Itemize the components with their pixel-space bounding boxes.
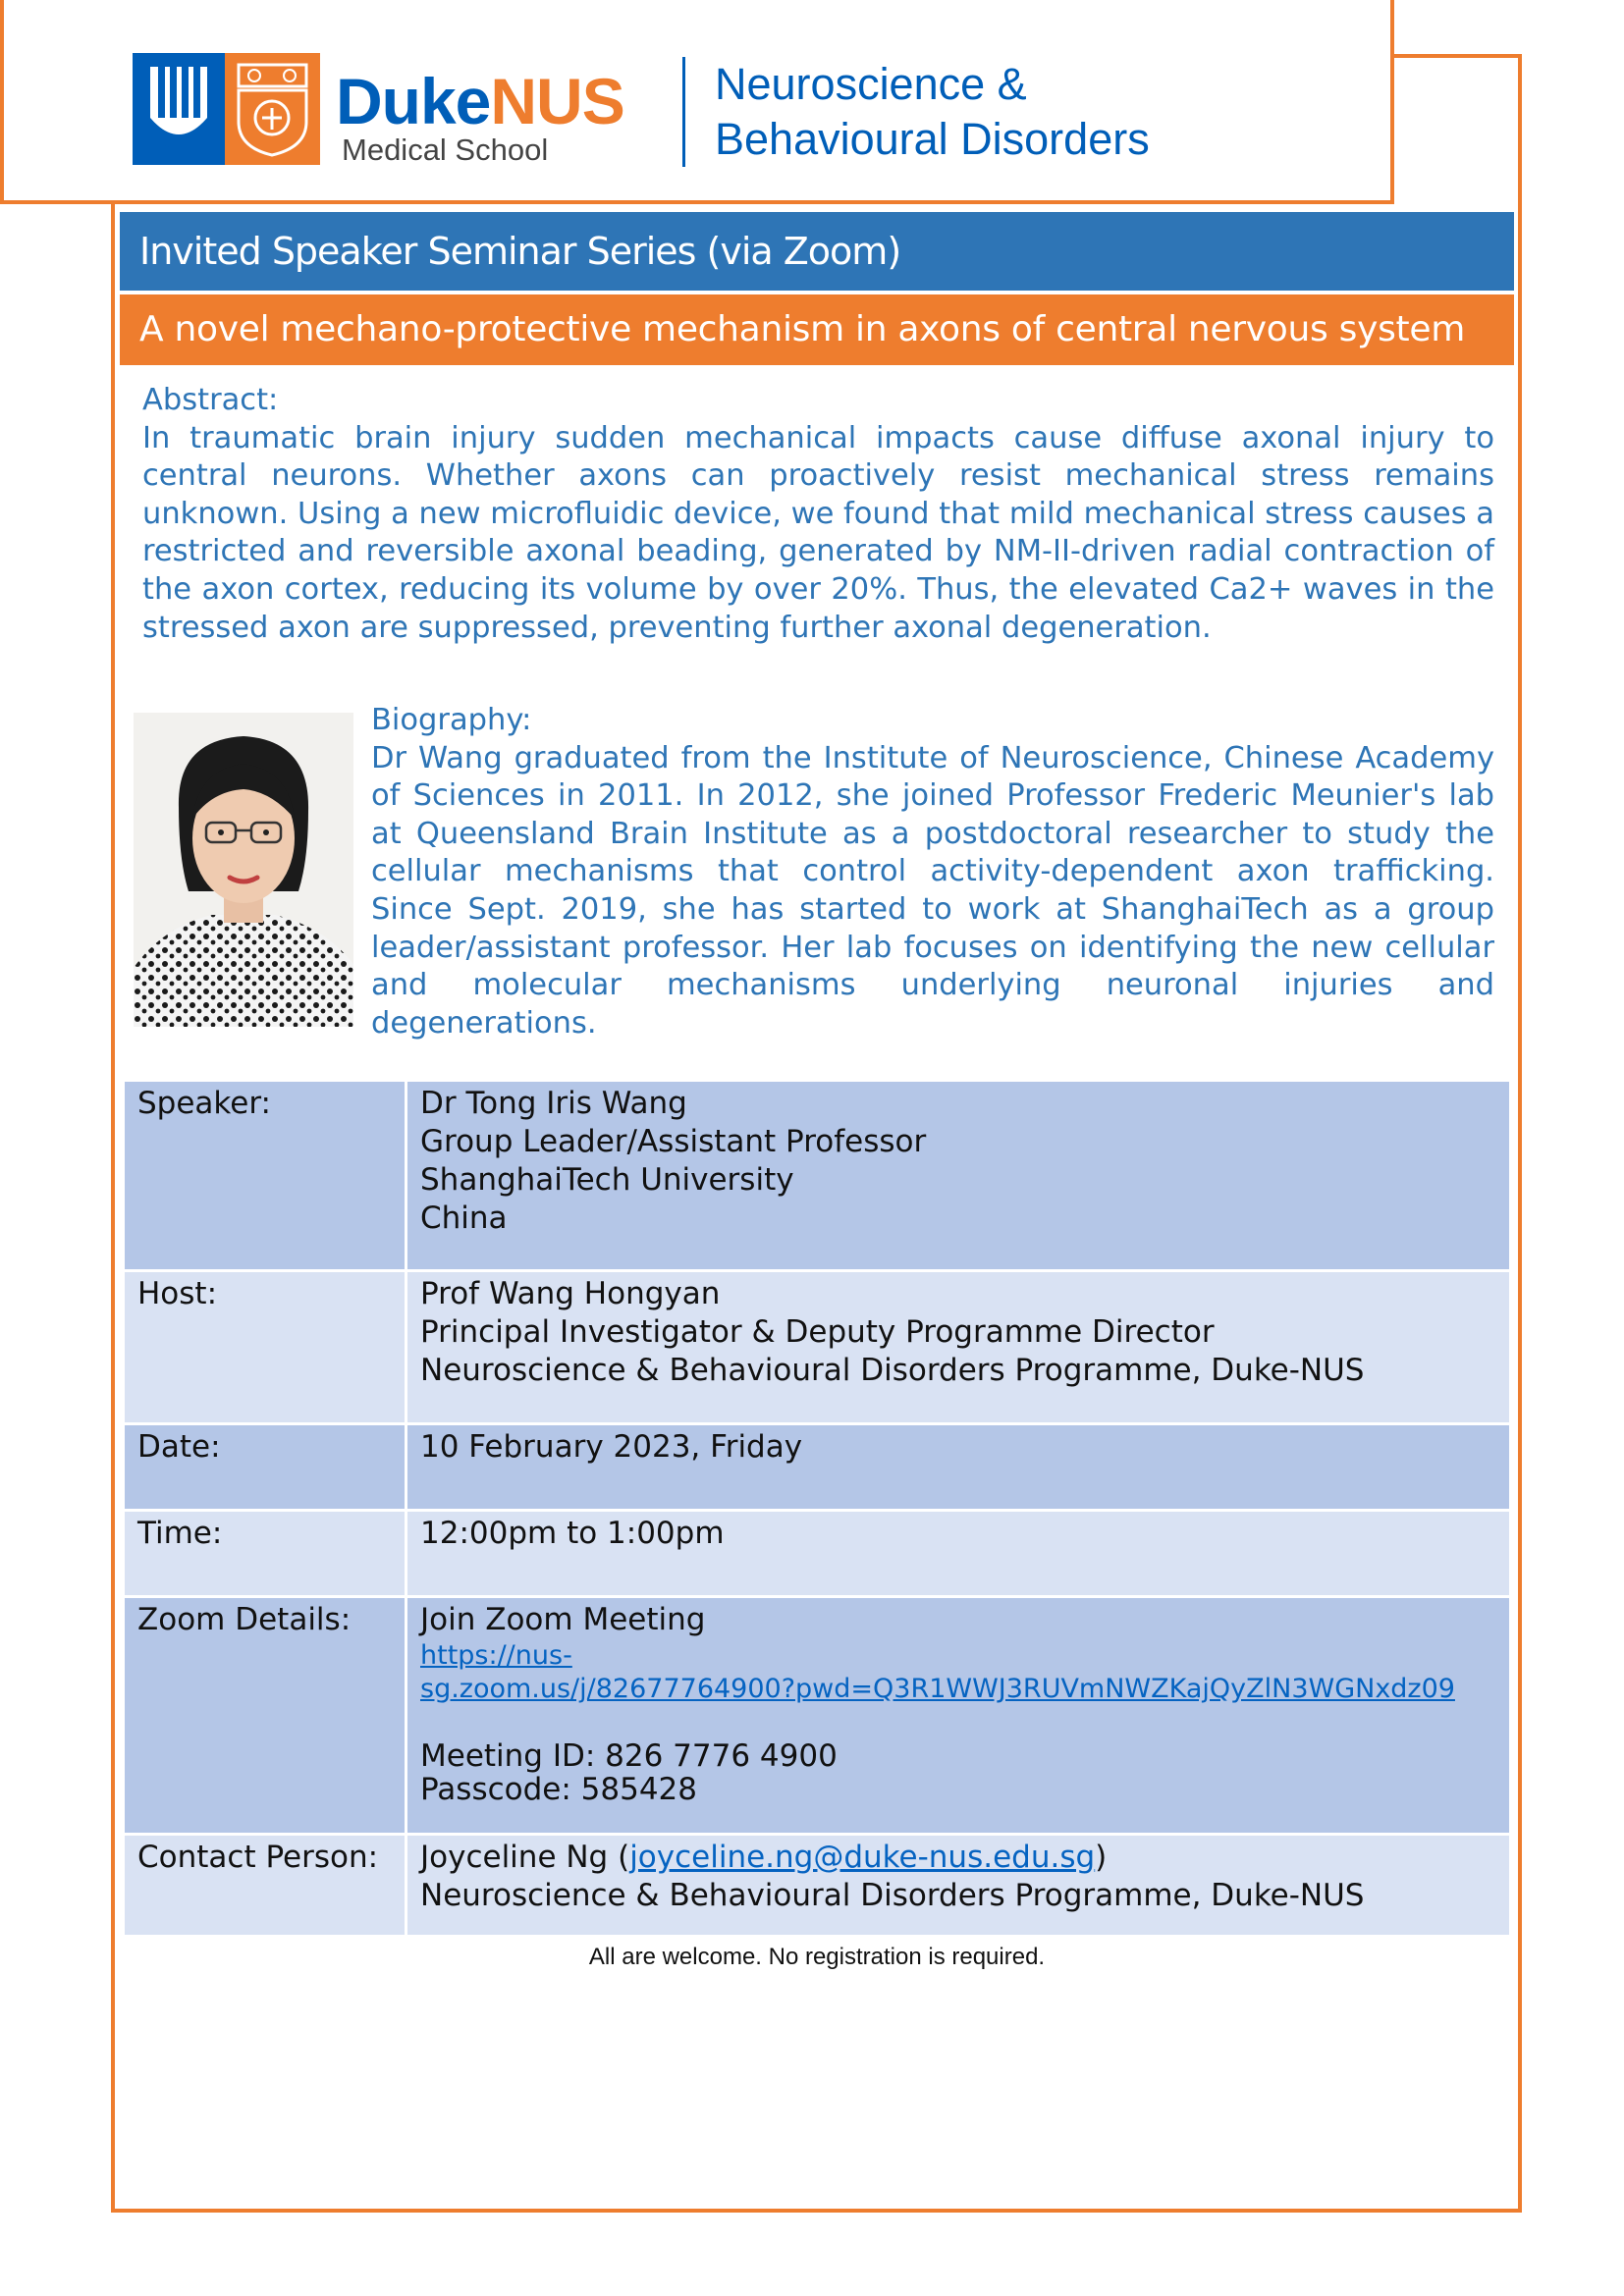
date-row (124, 1424, 1511, 1511)
time-row (124, 1511, 1511, 1597)
host-position: Principal Investigator & Deputy Programme Director (420, 1314, 1215, 1350)
host-name: Prof Wang Hongyan (420, 1276, 721, 1311)
contact-programme: Neuroscience & Behavioural Disorders Programme, Duke-NUS (420, 1878, 1365, 1913)
zoom-value (406, 1597, 1511, 1835)
header (0, 0, 1394, 204)
series-title: Invited Speaker Seminar Series (via Zoom) (120, 212, 1514, 291)
biography-section (371, 702, 1494, 1042)
zoom-join-text: Join Zoom Meeting (420, 1602, 706, 1637)
zoom-row (124, 1597, 1511, 1835)
abstract-section (142, 382, 1494, 647)
zoom-link-line-1[interactable]: https://nus- (420, 1640, 572, 1671)
contact-name: Joyceline Ng ( (420, 1840, 630, 1875)
biography-text: Dr Wang graduated from the Institute of Neuroscience, Chinese Academy of Sciences in 2011. In 2012, she joined Professor Frederic Meunier's lab at Queensland Brain Institute as a postdoctoral researcher to study the cellular mechanisms that control activity-dependent axon trafficking. Since Sept. 2019, she has started to work at ShanghaiTech as a group leader/assistant professor. Her lab focuses on identifying the new cellular and molecular mechanisms underlying neuronal injuries and degenerations. (371, 740, 1494, 1041)
contact-row (124, 1835, 1511, 1937)
host-label: Host: (124, 1271, 406, 1424)
zoom-passcode: Passcode: 585428 (420, 1772, 697, 1807)
header-divider (682, 57, 685, 167)
department-name (715, 57, 1150, 167)
zoom-meeting-id: Meeting ID: 826 7776 4900 (420, 1738, 838, 1774)
abstract-text: In traumatic brain injury sudden mechanical impacts cause diffuse axonal injury to central neurons. Whether axons can proactively resist mechanical stress remains unknown. Using a new microfluidic device, we found that mild mechanical stress causes a restricted and reversible axonal beading, generated by NM-II-driven radial contraction of the axon cortex, reducing its volume by over 20%. Thus, the elevated Ca2+ waves in the stressed axon are suppressed, preventing further axonal degeneration. (142, 420, 1494, 645)
abstract-heading: Abstract: (142, 383, 279, 417)
duke-shield-icon (133, 53, 225, 165)
date-label: Date: (124, 1424, 406, 1511)
host-row (124, 1271, 1511, 1424)
speaker-row (124, 1081, 1511, 1271)
department-line-2: Behavioural Disorders (715, 114, 1150, 164)
seminar-details-table (122, 1079, 1512, 1938)
contact-name-line (420, 1839, 1496, 1877)
contact-email-link[interactable]: joyceline.ng@duke-nus.edu.sg (629, 1840, 1096, 1875)
footer-note: All are welcome. No registration is required. (588, 1944, 1046, 1970)
host-value (406, 1271, 1511, 1424)
host-programme: Neuroscience & Behavioural Disorders Programme, Duke-NUS (420, 1353, 1365, 1388)
department-line-1: Neuroscience & (715, 59, 1027, 109)
speaker-label: Speaker: (124, 1081, 406, 1271)
logo-nus-text: NUS (490, 65, 624, 137)
time-label: Time: (124, 1511, 406, 1597)
speaker-country: China (420, 1201, 508, 1236)
contact-label: Contact Person: (124, 1835, 406, 1937)
logo-duke-text: Duke (336, 65, 491, 137)
logo-school-text: Medical School (342, 133, 549, 167)
contact-value (406, 1835, 1511, 1937)
talk-title: A novel mechano-protective mechanism in axons of central nervous system (120, 294, 1514, 365)
speaker-photo (134, 713, 353, 1027)
logo-wordmark (336, 65, 624, 167)
zoom-meeting-link[interactable] (420, 1639, 1496, 1706)
biography-heading: Biography: (371, 703, 532, 737)
nus-crest-icon (225, 53, 320, 165)
date-value: 10 February 2023, Friday (406, 1424, 1511, 1511)
time-value: 12:00pm to 1:00pm (406, 1511, 1511, 1597)
speaker-name: Dr Tong Iris Wang (420, 1086, 687, 1121)
zoom-label: Zoom Details: (124, 1597, 406, 1835)
speaker-position: Group Leader/Assistant Professor (420, 1124, 927, 1159)
speaker-institution: ShanghaiTech University (420, 1162, 794, 1198)
zoom-link-line-2[interactable]: sg.zoom.us/j/82677764900?pwd=Q3R1WWJ3RUVmNWZKajQyZlN3WGNxdz09 (420, 1674, 1455, 1704)
contact-name-suffix: ) (1095, 1840, 1108, 1875)
speaker-value (406, 1081, 1511, 1271)
duke-nus-logo (133, 53, 320, 165)
